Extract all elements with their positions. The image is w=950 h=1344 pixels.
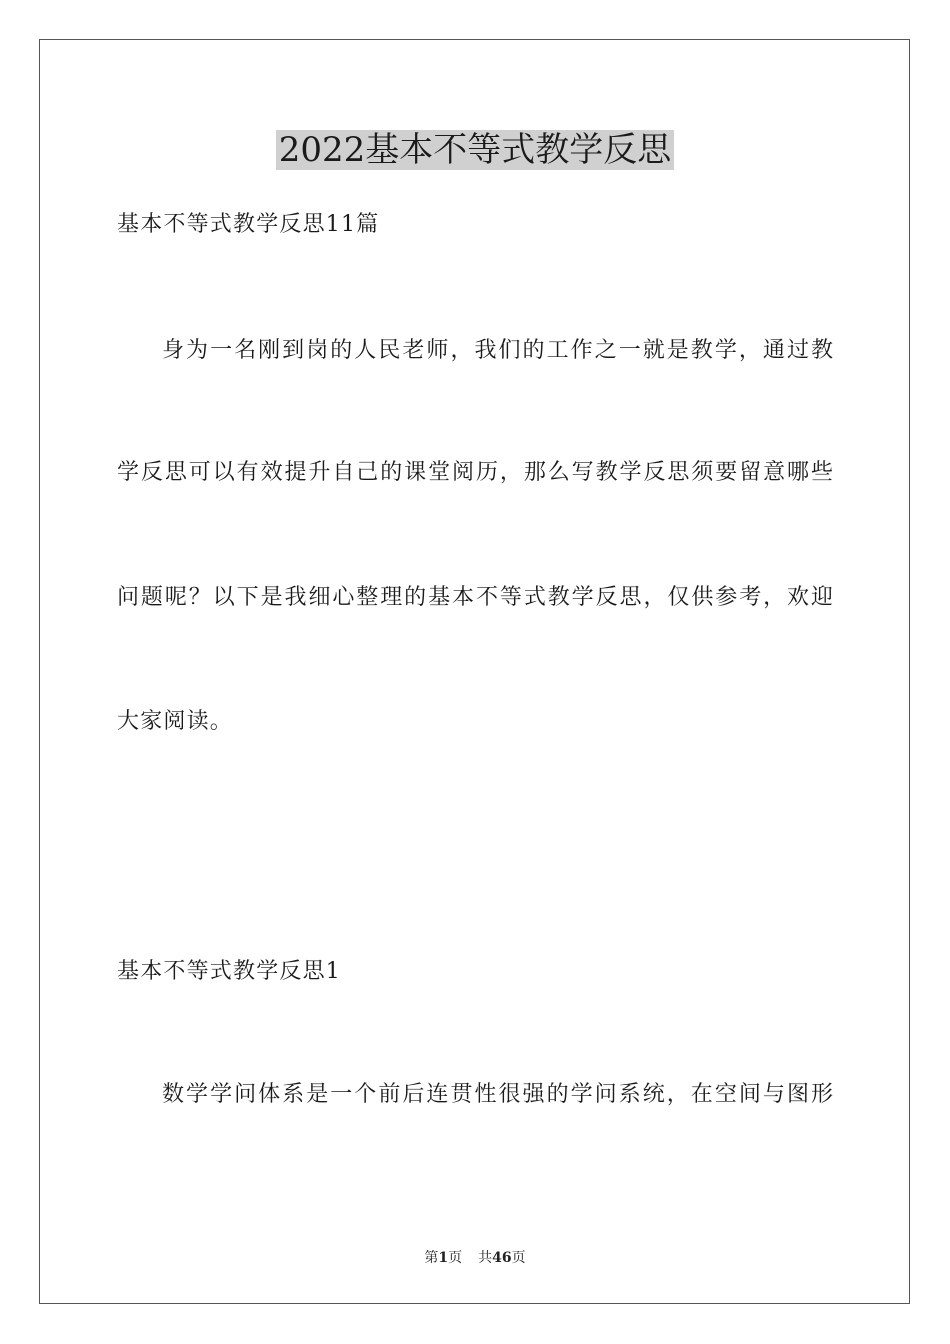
- document-subtitle: 基本不等式教学反思11篇: [117, 212, 380, 237]
- section-line-1: 数学学问体系是一个前后连贯性很强的学问系统，在空间与图形: [162, 1082, 833, 1107]
- footer-page-prefix: 第: [424, 1250, 439, 1266]
- footer-total-pages: 46: [492, 1250, 512, 1266]
- footer-total-prefix: 共: [478, 1250, 493, 1266]
- intro-line-2: 学反思可以有效提升自己的课堂阅历，那么写教学反思须要留意哪些: [117, 460, 833, 485]
- document-title: [0, 126, 950, 174]
- intro-line-4: 大家阅读。: [117, 709, 234, 734]
- intro-line-1: 身为一名刚到岗的人民老师，我们的工作之一就是教学，通过教: [162, 338, 833, 363]
- intro-line-3: 问题呢？以下是我细心整理的基本不等式教学反思，仅供参考，欢迎: [117, 585, 833, 610]
- footer-total-suffix: 页: [511, 1250, 526, 1266]
- footer-page-number: 1: [438, 1250, 449, 1266]
- footer-page-suffix: 页: [448, 1250, 463, 1266]
- page-footer: [0, 1248, 950, 1268]
- section-heading: 基本不等式教学反思1: [117, 959, 341, 984]
- document-title-text: 2022基本不等式教学反思: [276, 130, 675, 170]
